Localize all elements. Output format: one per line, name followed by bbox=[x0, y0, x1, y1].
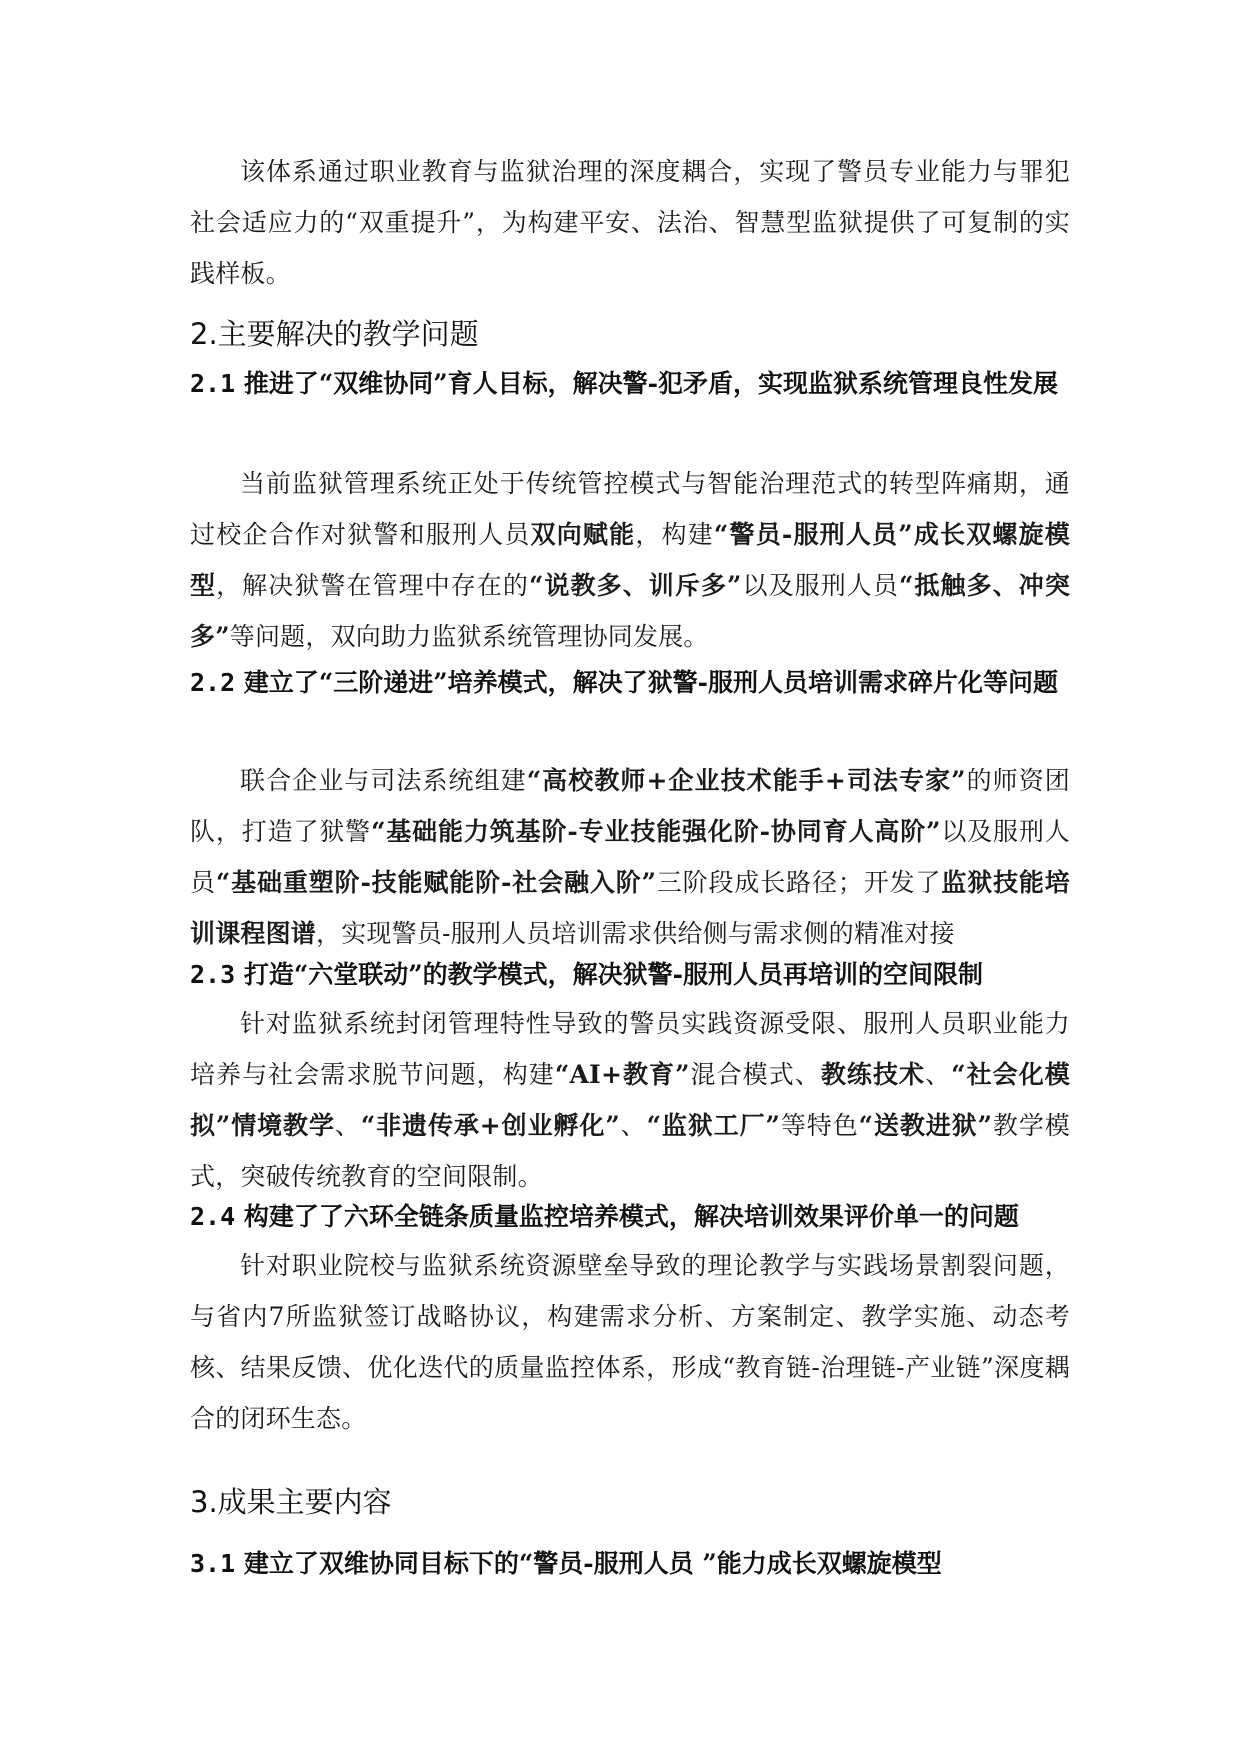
subsection-2-1-paragraph bbox=[190, 458, 1070, 662]
text-run: 等特色 bbox=[780, 1111, 859, 1140]
section-2-heading: 2.主要解决的教学问题 bbox=[190, 317, 479, 351]
bold-run: “抵触多、冲突多” bbox=[190, 571, 1071, 651]
text-run: 当前监狱管理系统正处于传统管控模式与智能治理范式的转型阵痛期，通过校企合作对狱警和服刑人员 bbox=[190, 469, 1070, 549]
bold-run: “AI+教育” bbox=[554, 1060, 690, 1089]
text-run: ，构建 bbox=[635, 520, 714, 549]
subsection-2-3-heading bbox=[190, 950, 1070, 1000]
text-run: 、 bbox=[334, 1111, 361, 1140]
text-run: 联合企业与司法系统组建 bbox=[240, 766, 527, 795]
bold-run: 双向赋能 bbox=[530, 520, 636, 549]
subsection-2-1-title: 推进了“双维协同”育人目标，解决警-犯矛盾，实现监狱系统管理良性发展 bbox=[243, 369, 1059, 398]
text-run: 、 bbox=[925, 1060, 952, 1089]
bold-run: “警员-服刑人员”成长双螺旋模型 bbox=[190, 520, 1070, 600]
bold-run: “基础能力筑基阶-专业技能强化阶-协同育人高阶” bbox=[371, 817, 941, 846]
subsection-2-3-title: 打造“六堂联动”的教学模式，解决狱警-服刑人员再培训的空间限制 bbox=[243, 960, 984, 989]
bold-run: 监狱技能培训课程图谱 bbox=[190, 868, 1071, 948]
subsection-3-1-heading bbox=[190, 1539, 1070, 1589]
text-run: 三阶段成长路径；开发了 bbox=[656, 868, 942, 897]
text-run: 教学模式，突破传统教育的空间限制。 bbox=[190, 1111, 1070, 1191]
bold-run: “基础重塑阶-技能赋能阶-社会融入阶” bbox=[215, 868, 657, 897]
subsection-2-1-heading bbox=[190, 359, 1070, 409]
text-run: 以及服刑人员 bbox=[741, 571, 899, 600]
section-3-heading: 3.成果主要内容 bbox=[190, 1485, 392, 1519]
intro-paragraph: 该体系通过职业教育与监狱治理的深度耦合，实现了警员专业能力与罪犯社会适应力的“双重提升”，为构建平安、法治、智慧型监狱提供了可复制的实践样板。 bbox=[190, 157, 1070, 288]
bold-run: “社会化模拟”情境教学 bbox=[190, 1060, 1070, 1140]
text-run: 、 bbox=[619, 1111, 647, 1140]
subsection-3-1-title: 建立了双维协同目标下的“警员-服刑人员 ”能力成长双螺旋模型 bbox=[243, 1549, 942, 1578]
text-run: ，实现警员-服刑人员培训需求供给侧与需求侧的精准对接 bbox=[316, 919, 955, 948]
bold-run: “说教多、训斥多” bbox=[529, 571, 742, 600]
bold-run: “非遗传承+创业孵化” bbox=[360, 1111, 620, 1140]
bold-run: “送教进狱” bbox=[858, 1111, 993, 1140]
subsection-2-4-paragraph: 针对职业院校与监狱系统资源壁垒导致的理论教学与实践场景割裂问题，与省内7所监狱签订战略协议，构建需求分析、方案制定、教学实施、动态考核、结果反馈、优化迭代的质量监控体系，形成“教育链-治理链-产业链”深度耦合的闭环生态。 bbox=[190, 1251, 1070, 1433]
text-run: 针对监狱系统封闭管理特性导致的警员实践资源受限、服刑人员职业能力培养与社会需求脱节问题，构建 bbox=[190, 1009, 1070, 1089]
text-run: 以及服刑人员 bbox=[190, 817, 1070, 897]
subsection-2-4-title: 构建了了六环全链条质量监控培养模式，解决培训效果评价单一的问题 bbox=[243, 1202, 1019, 1231]
subsection-2-4-heading bbox=[190, 1192, 1070, 1242]
bold-run: 教练技术 bbox=[820, 1060, 926, 1089]
text-run: 混合模式、 bbox=[689, 1060, 821, 1089]
subsection-2-2-title: 建立了“三阶递进”培养模式，解决了狱警-服刑人员培训需求碎片化等问题 bbox=[243, 668, 1059, 697]
text-run: 的师资团队，打造了狱警 bbox=[190, 766, 1070, 846]
bold-run: “高校教师+企业技术能手+司法专家” bbox=[526, 766, 966, 795]
subsection-2-3-paragraph bbox=[190, 998, 1070, 1202]
subsection-3-1-number: 3.1 bbox=[190, 1549, 236, 1578]
text-run: ，解决狱警在管理中存在的 bbox=[216, 571, 530, 600]
subsection-2-2-number: 2.2 bbox=[190, 668, 236, 697]
subsection-2-4-number: 2.4 bbox=[190, 1202, 236, 1231]
subsection-2-2-heading bbox=[190, 658, 1070, 708]
subsection-2-2-paragraph bbox=[190, 755, 1070, 959]
bold-run: “监狱工厂” bbox=[646, 1111, 781, 1140]
subsection-2-3-number: 2.3 bbox=[190, 960, 236, 989]
text-run: 等问题，双向助力监狱系统管理协同发展。 bbox=[229, 622, 709, 651]
subsection-2-1-number: 2.1 bbox=[190, 369, 236, 398]
